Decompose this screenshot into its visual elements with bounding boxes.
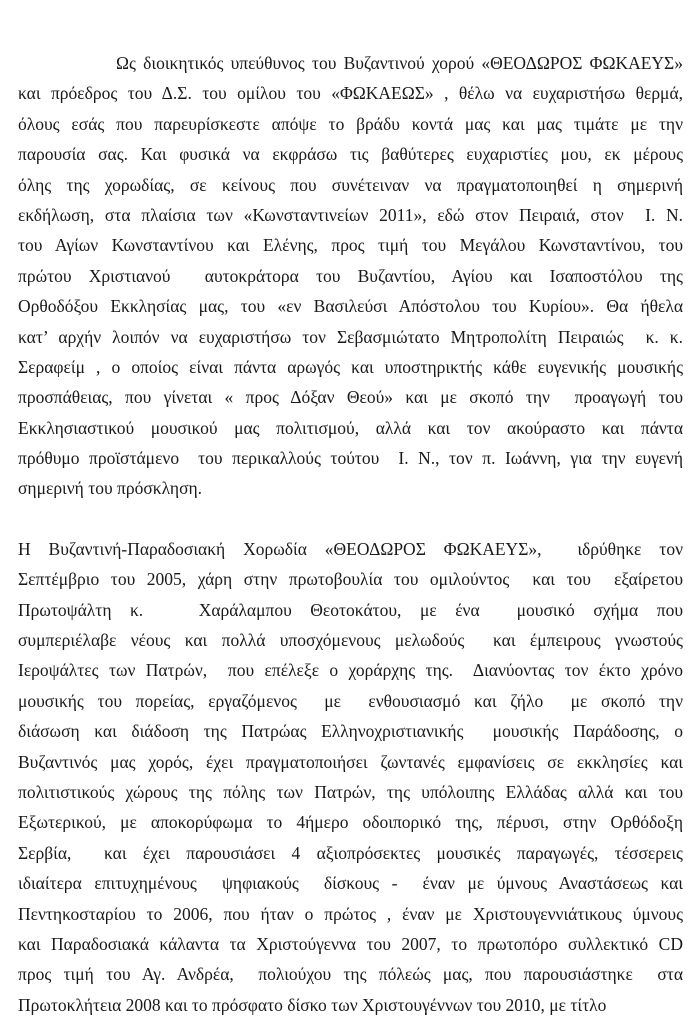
text-line: πολιτιστικούς χώρους της πόλης των Πατρών, της υπόλοιπης Ελλάδας αλλά και του (18, 781, 683, 802)
text-line: εκδήλωση, στα πλαίσια των «Κωνσταντινείων 2011», εδώ στον Πειραιά, στον Ι. Ν. (18, 204, 683, 225)
text-line: σημερινή του πρόσκληση. (18, 478, 203, 499)
text-line: διάσωση και διάδοση της Πατρώας Ελληνοχριστιανικής μουσικής Παράδοσης, ο (18, 721, 683, 742)
text-line: Βυζαντινός μας χορός, έχει πραγματοποιήσει ζωντανές εμφανίσεις σε εκκλησίες και (18, 751, 683, 772)
text-line: όλους εσάς που παρευρίσκεστε απόψε το βράδυ κοντά μας και μας τιμάτε με την (18, 113, 683, 134)
text-line: Η Βυζαντινή-Παραδοσιακή Χορωδία «ΘΕΟΔΩΡΟΣ ΦΩΚΑΕΥΣ», ιδρύθηκε τον (18, 538, 683, 559)
text-line: ιδιαίτερα επιτυχημένους ψηφιακούς δίσκους - έναν με ύμνους Αναστάσεως και (18, 873, 683, 894)
text-line: Εκκλησιαστικού μουσικού μας πολιτισμού, αλλά και τον ακούραστο και πάντα (18, 417, 683, 438)
text-line: Σεπτέμβριο του 2005, χάρη στην πρωτοβουλία του ομιλούντος και του εξαίρετου (18, 569, 683, 590)
text-line: πρώτου Χριστιανού αυτοκράτορα του Βυζαντίου, Αγίου και Ισαποστόλου της (18, 265, 683, 286)
text-line: Ιεροψάλτες των Πατρών, που επέλεξε ο χοράρχης της. Διανύοντας τον έκτο χρόνο (18, 660, 683, 681)
text-line: Πρωτοκλήτεια 2008 και το πρόσφατο δίσκο των Χριστουγέννων του 2010, με τίτλο (18, 994, 607, 1015)
text-line: Εξωτερικού, με αποκορύφωμα το 4ήμερο οδοιπορικό της, πέρυσι, στην Ορθόδοξη (18, 812, 683, 833)
text-line: Πεντηκοσταρίου το 2006, που ήταν ο πρώτος , έναν με Χριστουγεννιάτικους ύμνους (18, 903, 683, 924)
text-line: παρουσία σας. Και φυσικά να εκφράσω τις βαθύτερες ευχαριστίες μου, εκ μέρους (18, 144, 683, 165)
text-line: Σεραφείμ , ο οποίος είναι πάντα αρωγός και υποστηρικτής κάθε ευγενικής μουσικής (18, 356, 683, 377)
text-line: όλης της χορωδίας, σε κείνους που συνέτειναν να πραγματοποιηθεί η σημερινή (18, 174, 683, 195)
text-line: κατ’ αρχήν λοιπόν να ευχαριστήσω τον Σεβασμιώτατο Μητροπολίτη Πειραιώς κ. κ. (18, 326, 683, 347)
text-line: και Παραδοσιακά κάλαντα τα Χριστούγεννα του 2007, το πρωτοπόρο συλλεκτικό CD (18, 933, 683, 954)
text-line: Σερβία, και έχει παρουσιάσει 4 αξιοπρόσεκτες μουσικές παραγωγές, τέσσερεις (18, 842, 683, 863)
text-line: μουσικής του πορείας, εργαζόμενος με ενθουσιασμό και ζήλο με σκοπό την (18, 690, 683, 711)
text-line: πρόθυμο προϊστάμενο του περικαλλούς τούτου Ι. Ν., τον π. Ιωάννη, για την ευγενή (18, 448, 683, 469)
text-line: Πρωτοψάλτη κ. Χαράλαμπου Θεοτοκάτου, με ένα μουσικό σχήμα που (18, 599, 683, 620)
paragraph-greeting (18, 48, 683, 504)
text-line: και πρόεδρος του Δ.Σ. του ομίλου του «ΦΩΚΑΕΩΣ» , θέλω να ευχαριστήσω θερμά, (18, 83, 683, 104)
paragraph-choir-history (18, 534, 683, 1020)
text-line: του Αγίων Κωνσταντίνου και Ελένης, προς τιμή του Μεγάλου Κωνσταντίνου, του (18, 235, 683, 256)
text-line: προς τιμή του Αγ. Ανδρέα, πολιούχου της πόλεώς μας, που παρουσιάστηκε στα (18, 964, 683, 985)
text-line: προσπάθειας, που γίνεται « προς Δόξαν Θεού» και με σκοπό την προαγωγή του (18, 387, 683, 408)
text-line: Ορθοδόξου Εκκλησίας μας, του «εν Βασιλεύσι Απόστολου του Κυρίου». Θα ήθελα (18, 296, 683, 317)
text-line: Ως διοικητικός υπεύθυνος του Βυζαντινού χορού «ΘΕΟΔΩΡΟΣ ΦΩΚΑΕΥΣ» (116, 53, 683, 73)
text-line: συμπεριέλαβε νέους και πολλά υποσχόμενους μελωδούς και έμπειρους γνωστούς (18, 630, 683, 651)
